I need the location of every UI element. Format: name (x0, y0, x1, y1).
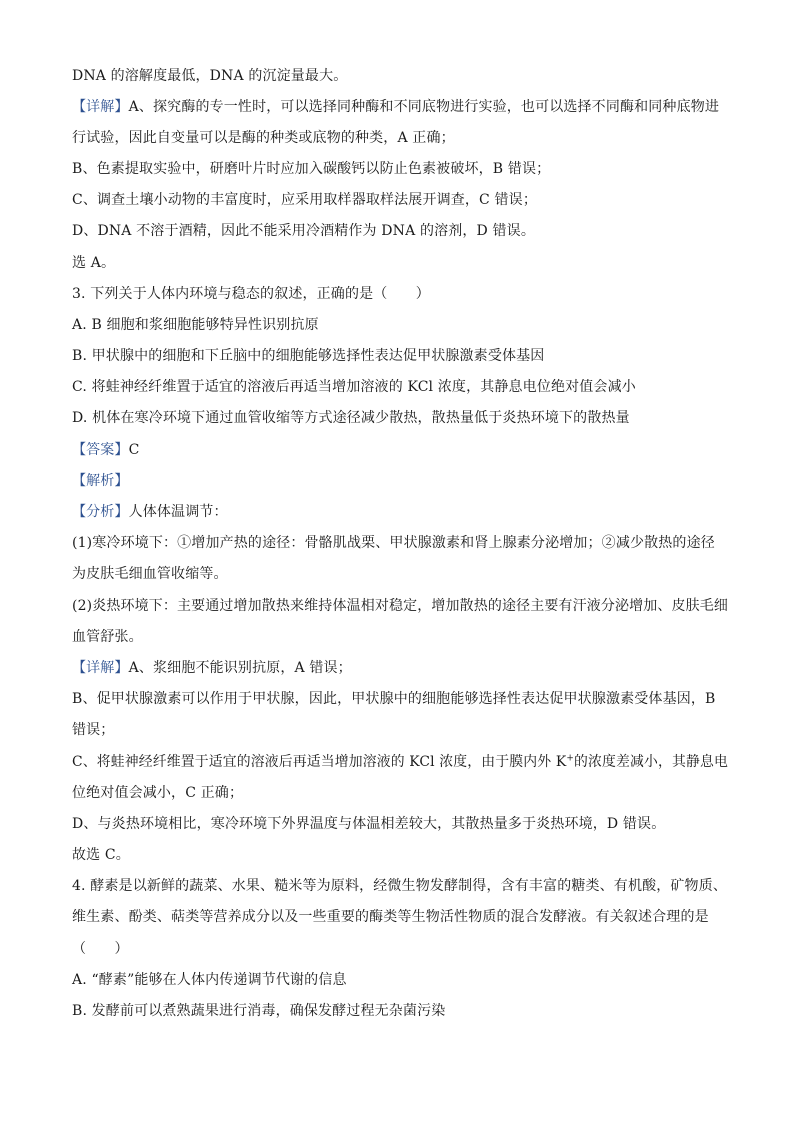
question-3-option-b: B. 甲状腺中的细胞和下丘脑中的细胞能够选择性表达促甲状腺激素受体基因 (72, 348, 545, 364)
text-line: 选 A。 (72, 255, 116, 271)
detail-label: 【详解】 (72, 660, 129, 676)
question-3-option-a: A. B 细胞和浆细胞能够特异性识别抗原 (72, 317, 319, 333)
question-3-stem: 3. 下列关于人体内环境与稳态的叙述，正确的是（ ） (72, 286, 430, 302)
text-line: 【详解】A、浆细胞不能识别抗原，A 错误； (72, 660, 352, 676)
text-line: 【分析】人体体温调节： (72, 504, 228, 520)
text-line: B、促甲状腺激素可以作用于甲状腺，因此，甲状腺中的细胞能够选择性表达促甲状腺激素受体基因，B (72, 691, 716, 707)
analysis-heading (72, 471, 129, 491)
analyze-label: 【分析】 (72, 504, 129, 520)
text-line: C、调查土壤小动物的丰富度时，应采用取样器取样法展开调查，C 错误； (72, 192, 537, 208)
text-line: 行试验，因此自变量可以是酶的种类或底物的种类，A 正确； (72, 130, 455, 146)
text-line: 位绝对值会减小，C 正确； (72, 785, 244, 801)
question-3-option-c: C. 将蛙神经纤维置于适宜的溶液后再适当增加溶液的 KCl 浓度，其静息电位绝对值会减小 (72, 379, 636, 395)
question-4-stem: 4. 酵素是以新鲜的蔬菜、水果、糙米等为原料，经微生物发酵制得，含有丰富的糖类、有机酸，矿物质、 (72, 878, 728, 894)
answer-line: 【答案】C (72, 442, 140, 458)
question-4-stem: （ ） (72, 941, 129, 957)
text-line: 为皮肤毛细血管收缩等。 (72, 566, 228, 582)
text-line: 故选 C。 (72, 847, 130, 863)
text-line: DNA 的溶解度最低，DNA 的沉淀量最大。 (72, 68, 348, 84)
text-line: D、与炎热环境相比，寒冷环境下外界温度与体温相差较大，其散热量多于炎热环境，D 错误。 (72, 816, 666, 832)
question-4-option-a: A. “酵素”能够在人体内传递调节代谢的信息 (72, 972, 347, 988)
detail-label: 【详解】 (72, 99, 129, 115)
superscript: + (566, 753, 574, 764)
text-line: C、将蛙神经纤维置于适宜的溶液后再适当增加溶液的 KCl 浓度，由于膜内外 K+的浓度差减小，其静息电 (72, 753, 728, 770)
question-3-option-d: D. 机体在寒冷环境下通过血管收缩等方式途径减少散热，散热量低于炎热环境下的散热量 (72, 410, 630, 426)
text-line: (1)寒冷环境下：①增加产热的途径：骨骼肌战栗、甲状腺激素和肾上腺素分泌增加；②减少散热的途径 (72, 535, 715, 551)
text-line: (2)炎热环境下：主要通过增加散热来维持体温相对稳定，增加散热的途径主要有汗液分泌增加、皮肤毛细 (72, 598, 729, 614)
text-line: B、色素提取实验中，研磨叶片时应加入碳酸钙以防止色素被破坏，B 错误； (72, 161, 551, 177)
text-line: 错误； (72, 722, 115, 738)
question-4-stem: 维生素、酚类、萜类等营养成分以及一些重要的酶类等生物活性物质的混合发酵液。有关叙述合理的是 (72, 909, 709, 925)
text-line: 【详解】A、探究酶的专一性时，可以选择同种酶和不同底物进行实验，也可以选择不同酶和同种底物进 (72, 99, 720, 115)
analysis-label: 【解析】 (72, 473, 129, 489)
text-line: 血管舒张。 (72, 629, 143, 645)
text-line: D、DNA 不溶于酒精，因此不能采用冷酒精作为 DNA 的溶剂，D 错误。 (72, 223, 535, 239)
answer-label: 【答案】 (72, 442, 129, 458)
question-4-option-b: B. 发酵前可以煮熟蔬果进行消毒，确保发酵过程无杂菌污染 (72, 1003, 446, 1019)
